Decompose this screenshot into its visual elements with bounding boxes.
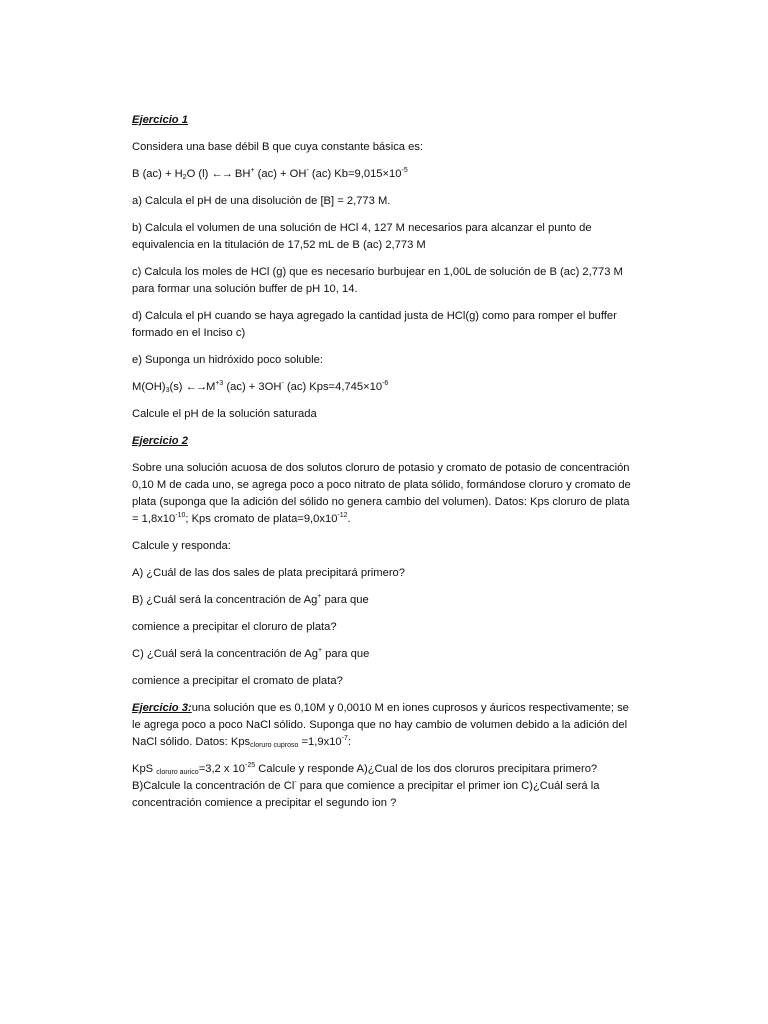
- exercise-2-title: Ejercicio 2: [132, 435, 188, 447]
- exercise-1-title: Ejercicio 1: [132, 114, 188, 126]
- exercise-3-statement: Ejercicio 3:una solución que es 0,10M y 0,0010 M en iones cuprosos y áuricos respectivamente; se le agrega poco a poco NaCl sólido. Suponga que no hay cambio de volumen debido a la adición del NaCl sólido. Datos: $Kps_{cloruro cuproso} =1,9x10^{-7}$:: [132, 702, 629, 749]
- equilibrium-equation-2: $M(OH)_3(s)$ $\leftarrow\to M^{+3}$ (ac) + 3OH- (ac) $Kps=4,745\times 10^{-6}$: [132, 380, 389, 394]
- question-2c-cont: comience a precipitar el cromato de plata?: [132, 675, 343, 687]
- exercise-3-title: Ejercicio 3:: [132, 702, 192, 714]
- question-2a: A) ¿Cuál de las dos sales de plata precipitará primero?: [132, 567, 405, 579]
- exercise-3-questions: KpS $_{cloruro aurico}$=3,2 x $10^{-25}$ Calcule y responde A)¿Cual de los dos cloruros precipitara primero? B)Calcule la concentración de Cl- para que comience a precipitar el primer ion C)¿Cuál será la concentración comience a precipitar el segundo ion ?: [132, 762, 600, 809]
- equilibrium-equation-1: B $(ac) + H_2O$ (l) ←→ BH+ (ac) + OH- (ac) $Kb=9,015\times 10^{-5}$: [132, 167, 408, 181]
- question-1a: a) Calcula el pH de una disolución de [B] = 2,773 M.: [132, 195, 391, 207]
- question-2c: C) ¿Cuál será la concentración de Ag+ para que: [132, 647, 370, 660]
- question-1e-calc: Calcule el pH de la solución saturada: [132, 408, 317, 420]
- question-1c: c) Calcula los moles de HCl (g) que es necesario burbujear en 1,00L de solución de B (ac) 2,773 M para formar una solución buffer de pH 10, 14.: [132, 266, 623, 295]
- exercise-2-statement: Sobre una solución acuosa de dos solutos cloruro de potasio y cromato de potasio de concentración 0,10 M de cada uno, se agrega poco a poco nitrato de plata sólido, formándose cloruro y cromato de plata (suponga que la adición del sólido no genera cambio del volumen). Datos: Kps cloruro de plata = $1,8x10^{-10}$; Kps cromato de $plata=9,0x10^{-12}$.: [132, 462, 631, 525]
- exercise-1-intro: Considera una base débil B que cuya constante básica es:: [132, 141, 424, 153]
- question-1b: b) Calcula el volumen de una solución de HCl 4, 127 M necesarios para alcanzar el punto de equivalencia en la titulación de 17,52 mL de B (ac) 2,773 M: [132, 222, 592, 251]
- exercise-2-prompt: Calcule y responda:: [132, 540, 231, 552]
- question-2b: B) ¿Cuál será la concentración de Ag+ para que: [132, 593, 369, 606]
- document-body: [132, 112, 632, 822]
- question-2b-cont: comience a precipitar el cloruro de plata?: [132, 621, 337, 633]
- double-arrow-icon: ←→: [211, 168, 232, 180]
- double-arrow-icon: ←→: [185, 381, 206, 393]
- question-1d: d) Calcula el pH cuando se haya agregado la cantidad justa de HCl(g) como para romper el buffer formado en el Inciso c): [132, 310, 617, 339]
- question-1e: e) Suponga un hidróxido poco soluble:: [132, 354, 323, 366]
